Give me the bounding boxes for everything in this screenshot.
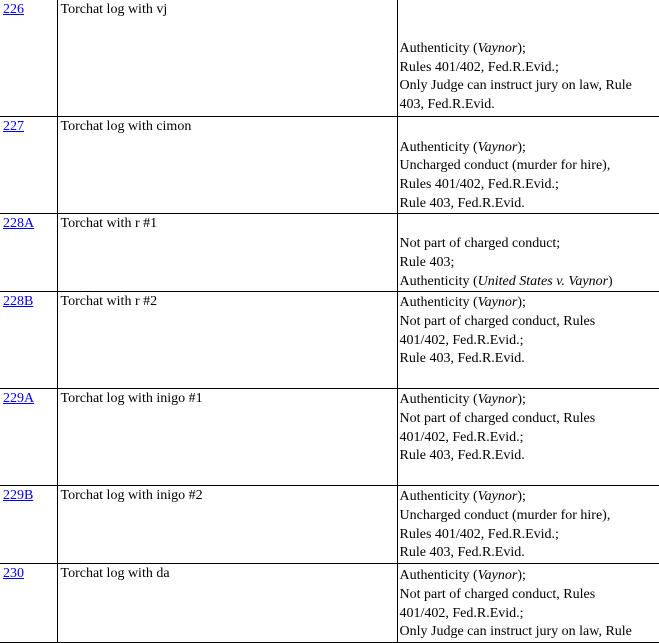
- objection-line: [400, 526, 659, 545]
- exhibit-row: [0, 116, 659, 214]
- exhibit-description-cell: [57, 116, 397, 214]
- objection-text: Not part of charged conduct;: [400, 236, 561, 251]
- objections-list: [400, 294, 659, 369]
- exhibit-number-link[interactable]: 227: [3, 118, 24, 137]
- objection-text: Rules 401/402, Fed.R.Evid.;: [400, 527, 559, 542]
- objection-text: Authenticity (: [400, 140, 478, 155]
- objection-text: );: [517, 568, 526, 583]
- objection-text: );: [517, 140, 526, 155]
- objection-line: [400, 273, 659, 292]
- objection-text: Not part of charged conduct, Rules: [400, 314, 596, 329]
- objection-text: Authenticity (: [400, 489, 478, 504]
- objections-cell: [397, 292, 659, 389]
- objection-line: [400, 157, 659, 176]
- exhibit-row: [0, 214, 659, 292]
- case-citation: Vaynor: [478, 41, 518, 56]
- exhibit-number-cell: [0, 486, 57, 564]
- exhibit-row: [0, 389, 659, 486]
- exhibit-description: Torchat log with cimon: [61, 118, 397, 137]
- objection-line: [400, 605, 659, 624]
- exhibit-number-link[interactable]: 230: [3, 565, 24, 584]
- objection-line: [400, 40, 659, 59]
- objection-line: [400, 567, 659, 586]
- case-citation: Vaynor: [478, 489, 518, 504]
- objection-text: Uncharged conduct (murder for hire),: [400, 158, 611, 173]
- objections-list: [400, 235, 659, 291]
- objection-text: 401/402, Fed.R.Evid.;: [400, 333, 524, 348]
- objection-text: 401/402, Fed.R.Evid.;: [400, 606, 524, 621]
- objection-text: 403, Fed.R.Evid.: [400, 97, 495, 112]
- exhibit-number-link[interactable]: 226: [3, 1, 24, 20]
- objections-list: [400, 40, 659, 115]
- objection-line: [400, 350, 659, 369]
- objection-line: [400, 410, 659, 429]
- objections-cell: [397, 389, 659, 486]
- exhibit-description: Torchat log with inigo #2: [61, 487, 397, 506]
- objection-line: [400, 544, 659, 563]
- exhibit-number-link[interactable]: 228A: [3, 215, 34, 234]
- objection-line: [400, 139, 659, 158]
- objection-line: [400, 294, 659, 313]
- objections-cell: [397, 486, 659, 564]
- exhibit-description: Torchat with r #1: [61, 215, 397, 234]
- exhibit-description: Torchat log with inigo #1: [61, 390, 397, 409]
- exhibit-row: [0, 292, 659, 389]
- objection-text: Rules 401/402, Fed.R.Evid.;: [400, 177, 559, 192]
- exhibit-number-cell: [0, 0, 57, 116]
- objection-text: Not part of charged conduct, Rules: [400, 411, 596, 426]
- case-citation: United States v. Vaynor: [478, 274, 608, 289]
- objection-text: Rule 403;: [400, 255, 455, 270]
- objection-text: Only Judge can instruct jury on law, Rule: [400, 624, 632, 639]
- objection-text: Uncharged conduct (murder for hire),: [400, 508, 611, 523]
- exhibit-description: Torchat with r #2: [61, 293, 397, 312]
- objection-line: [400, 195, 659, 214]
- exhibit-description-cell: [57, 214, 397, 292]
- objection-text: );: [517, 295, 526, 310]
- objection-text: );: [517, 41, 526, 56]
- objection-line: [400, 623, 659, 642]
- objection-line: [400, 332, 659, 351]
- objections-list: [400, 391, 659, 466]
- objection-text: Rule 403, Fed.R.Evid.: [400, 351, 525, 366]
- exhibit-number-link[interactable]: 228B: [3, 293, 33, 312]
- exhibit-description: Torchat log with da: [61, 565, 397, 584]
- exhibit-description-cell: [57, 486, 397, 564]
- exhibit-number-cell: [0, 389, 57, 486]
- objections-cell: [397, 0, 659, 116]
- objections-list: [400, 488, 659, 563]
- objection-text: );: [517, 489, 526, 504]
- objection-text: ): [608, 274, 613, 289]
- objection-text: Authenticity (: [400, 295, 478, 310]
- exhibit-number-cell: [0, 116, 57, 214]
- exhibit-description-cell: [57, 292, 397, 389]
- objection-line: [400, 96, 659, 115]
- objection-text: Rules 401/402, Fed.R.Evid.;: [400, 60, 559, 75]
- case-citation: Vaynor: [478, 568, 518, 583]
- exhibit-description-cell: [57, 0, 397, 116]
- exhibit-row: [0, 486, 659, 564]
- objection-line: [400, 586, 659, 605]
- objection-text: Authenticity (: [400, 41, 478, 56]
- objection-line: [400, 447, 659, 466]
- exhibit-number-cell: [0, 292, 57, 389]
- objection-text: Rule 403, Fed.R.Evid.: [400, 196, 525, 211]
- objection-line: [400, 77, 659, 96]
- objection-line: [400, 176, 659, 195]
- objection-line: [400, 59, 659, 78]
- exhibit-description-cell: [57, 389, 397, 486]
- exhibit-number-link[interactable]: 229B: [3, 487, 33, 506]
- objections-cell: [397, 214, 659, 292]
- objection-text: Authenticity (: [400, 568, 478, 583]
- case-citation: Vaynor: [478, 140, 518, 155]
- objection-line: [400, 254, 659, 273]
- objection-text: Rule 403, Fed.R.Evid.: [400, 545, 525, 560]
- case-citation: Vaynor: [478, 392, 518, 407]
- objection-line: [400, 391, 659, 410]
- exhibit-description: Torchat log with vj: [61, 1, 397, 20]
- objection-line: [400, 235, 659, 254]
- objection-text: Authenticity (: [400, 274, 478, 289]
- case-citation: Vaynor: [478, 295, 518, 310]
- exhibit-number-cell: [0, 214, 57, 292]
- objection-text: Not part of charged conduct, Rules: [400, 587, 596, 602]
- objection-line: [400, 507, 659, 526]
- objection-text: Rule 403, Fed.R.Evid.: [400, 448, 525, 463]
- objections-list: [400, 139, 659, 214]
- objection-text: );: [517, 392, 526, 407]
- objection-line: [400, 313, 659, 332]
- objection-text: Authenticity (: [400, 392, 478, 407]
- objection-line: [400, 488, 659, 507]
- exhibit-number-link[interactable]: 229A: [3, 390, 34, 409]
- objection-text: 401/402, Fed.R.Evid.;: [400, 430, 524, 445]
- exhibit-row: [0, 0, 659, 116]
- objections-cell: [397, 116, 659, 214]
- objection-text: Only Judge can instruct jury on law, Rule: [400, 78, 632, 93]
- objection-line: [400, 429, 659, 448]
